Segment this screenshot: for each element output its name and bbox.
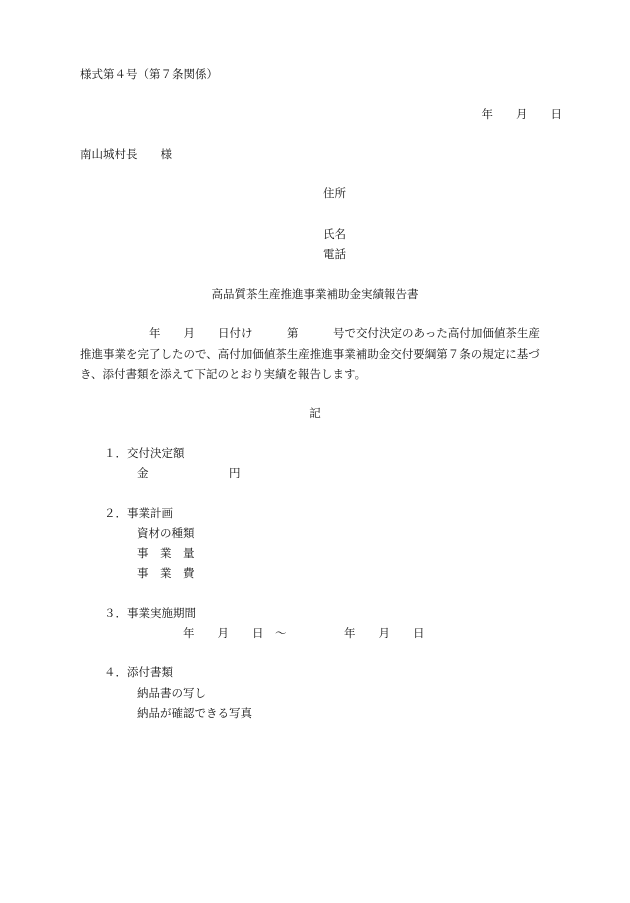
- list-item: 資材の種類: [137, 526, 195, 540]
- list-item: 事 業 費: [137, 566, 195, 580]
- name-label: 氏名: [323, 227, 346, 241]
- list-item: 納品が確認できる写真: [137, 706, 252, 720]
- section-1-heading: １．交付決定額: [104, 446, 185, 460]
- section-3-heading: ３．事業実施期間: [104, 606, 196, 620]
- ki-heading: 記: [309, 406, 321, 420]
- document-title: 高品質茶生産推進事業補助金実績報告書: [211, 287, 419, 301]
- list-item: 事 業 量: [137, 546, 195, 560]
- date-line: 年 月 日: [481, 107, 562, 121]
- body-line-1: 年 月 日付け 第 号で交付決定のあった高付加価値茶生産: [80, 326, 540, 340]
- amount-line: 金 円: [137, 466, 241, 480]
- phone-label: 電話: [323, 247, 346, 261]
- form-number: 様式第４号（第７条関係）: [80, 67, 218, 81]
- period-line: 年 月 日 ～ 年 月 日: [183, 626, 425, 640]
- section-2-heading: ２．事業計画: [104, 506, 173, 520]
- body-line-3: き、添付書類を添えて下記のとおり実績を報告します。: [80, 367, 367, 381]
- addressee: 南山城村長 様: [80, 147, 172, 161]
- section-4-heading: ４．添付書類: [104, 665, 173, 679]
- list-item: 納品書の写し: [137, 686, 206, 700]
- address-label: 住所: [323, 186, 346, 200]
- body-line-2: 推進事業を完了したので、高付加価値茶生産推進事業補助金交付要綱第７条の規定に基づ: [80, 347, 540, 361]
